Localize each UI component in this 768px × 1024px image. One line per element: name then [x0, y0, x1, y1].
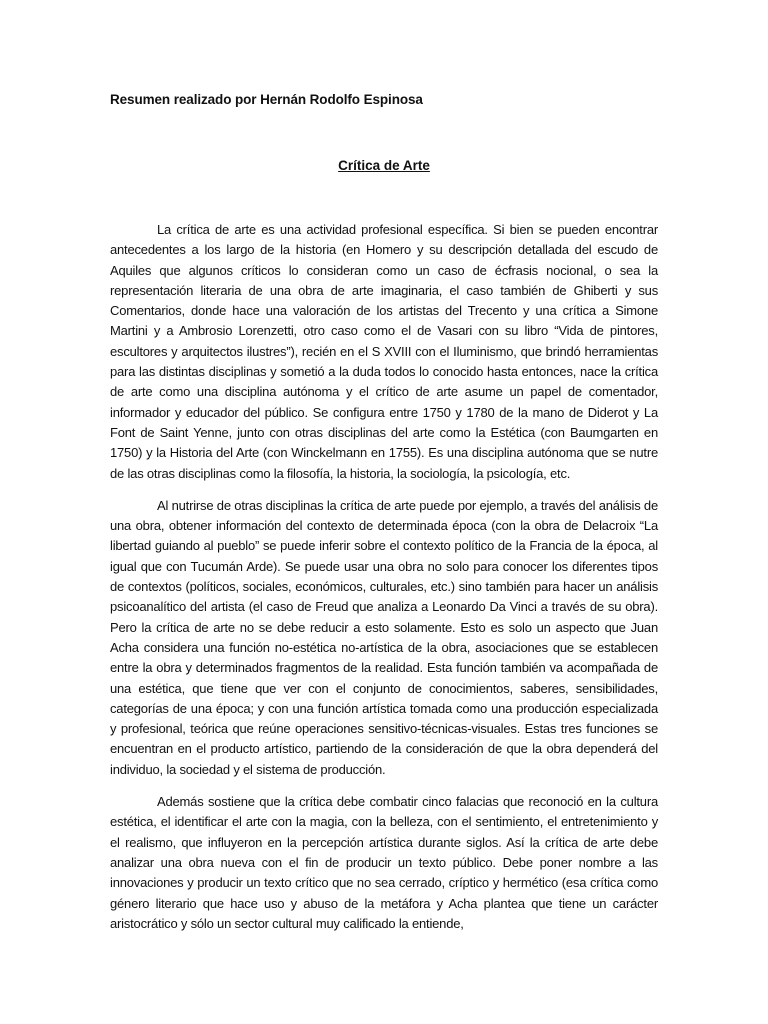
document-title: Crítica de Arte [338, 158, 430, 173]
paragraph: La crítica de arte es una actividad profesional específica. Si bien se pueden encontrar antecedentes a los largo de la historia (en Homero y su descripción detallada del escudo de Aquiles que algunos críticos lo consideran como un caso de écfrasis nocional, o sea la representación literaria de una obra de arte imaginaria, el caso también de Ghiberti y sus Comentarios, donde hace una valoración de los artistas del Trecento y una crítica a Simone Martini y a Ambrosio Lorenzetti, otro caso como el de Vasari con su libro “Vida de pintores, escultores y arquitectos ilustres”), recién en el S XVIII con el Iluminismo, que brindó herramientas para las distintas disciplinas y sometió a la duda todos lo conocido hasta entonces, nace la crítica de arte como una disciplina autónoma y el crítico de arte asume un papel de comentador, informador y educador del público. Se configura entre 1750 y 1780 de la mano de Diderot y La Font de Saint Yenne, junto con otras disciplinas del arte como la Estética (con Baumgarten en 1750) y la Historia del Arte (con Winckelmann en 1755). Es una disciplina autónoma que se nutre de las otras disciplinas como la filosofía, la historia, la sociología, la psicología, etc. [110, 222, 658, 481]
document-body [110, 220, 658, 946]
author-line: Resumen realizado por Hernán Rodolfo Espinosa [110, 92, 423, 107]
paragraph: Además sostiene que la crítica debe combatir cinco falacias que reconoció en la cultura estética, el identificar el arte con la magia, con la belleza, con el sentimiento, el entretenimiento y el realismo, que influyeron en la percepción artística durante siglos. Así la crítica de arte debe analizar una obra nueva con el fin de producir un texto público. Debe poner nombre a las innovaciones y producir un texto crítico que no sea cerrado, críptico y hermético (esa crítica como género literario que hace uso y abuso de la metáfora y Acha plantea que tiene un carácter aristocrático y sólo un sector cultural muy calificado la entiende, [110, 794, 658, 931]
paragraph: Al nutrirse de otras disciplinas la crítica de arte puede por ejemplo, a través del análisis de una obra, obtener información del contexto de determinada época (con la obra de Delacroix “La libertad guiando al pueblo” se puede inferir sobre el contexto político de la Francia de la época, al igual que con Tucumán Arde). Se puede usar una obra no solo para conocer los diferentes tipos de contextos (políticos, sociales, económicos, culturales, etc.) sino también para hacer un análisis psicoanalítico del artista (el caso de Freud que analiza a Leonardo Da Vinci a través de su obra). Pero la crítica de arte no se debe reducir a esto solamente. Esto es solo un aspecto que Juan Acha considera una función no-estética no-artística de la obra, asociaciones que se establecen entre la obra y determinados fragmentos de la realidad. Esta función también va acompañada de una estética, que tiene que ver con el conjunto de conocimientos, saberes, sensibilidades, categorías de una época; y con una función artística tomada como una producción especializada y profesional, teórica que reúne operaciones sensitivo-técnicas-visuales. Estas tres funciones se encuentran en el producto artístico, partiendo de la consideración de que la obra dependerá del individuo, la sociedad y el sistema de producción. [110, 497, 658, 777]
